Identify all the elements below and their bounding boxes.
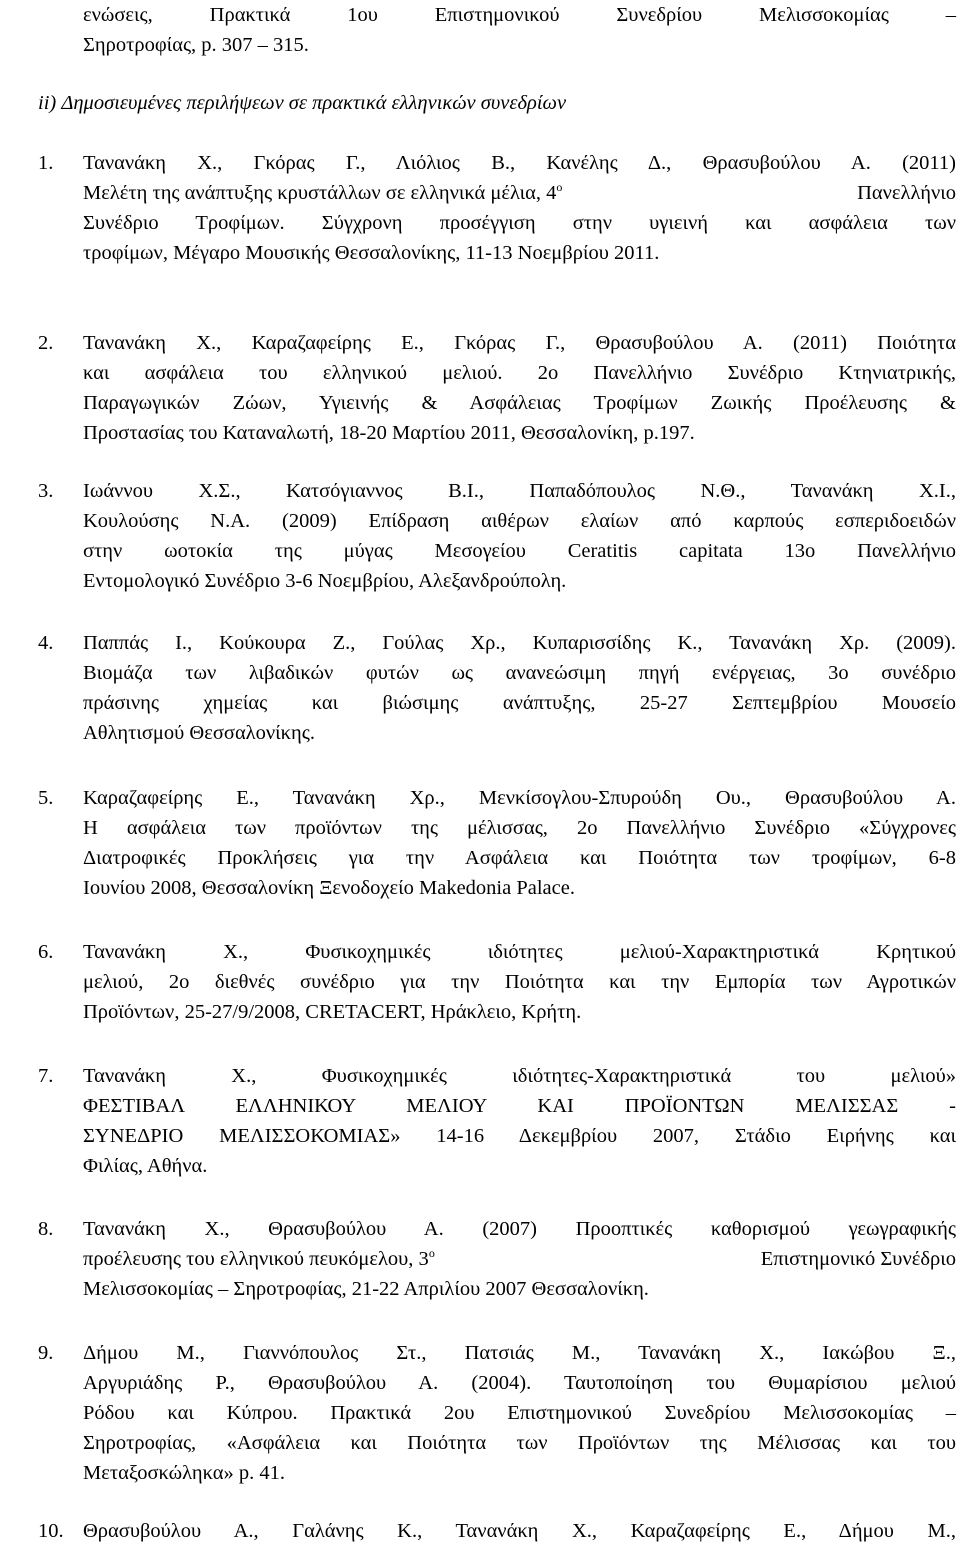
text-line: Προϊόντων, 25-27/9/2008, CRETACERT, Ηράκλειο, Κρήτη. <box>83 1001 582 1023</box>
list-item <box>83 476 956 596</box>
text-line: Η ασφάλεια των προϊόντων της μέλισσας, 2ο Πανελλήνιο Συνέδριο «Σύγχρονες <box>83 817 956 839</box>
text-line: Θρασυβούλου Α., Γαλάνης Κ., Τανανάκη Χ., Καραζαφείρης Ε., Δήμου Μ., <box>83 1520 956 1542</box>
item-number: 2. <box>38 332 54 354</box>
text-line: Ιουνίου 2008, Θεσσαλονίκη Ξενοδοχείο Makedonia Palace. <box>83 877 575 899</box>
text-line: τροφίμων, Μέγαρο Μουσικής Θεσσαλονίκης, 11-13 Νοεμβρίου 2011. <box>83 242 660 264</box>
text-line-composite <box>83 178 956 208</box>
text-line: Τανανάκη Χ., Φυσικοχημικές ιδιότητες-Χαρακτηριστικά του μελιού» <box>83 1065 956 1087</box>
item-number: 3. <box>38 480 54 502</box>
text-line: Αθλητισμού Θεσσαλονίκης. <box>83 722 315 744</box>
list-item <box>83 328 956 448</box>
text-line: Σηροτροφίας, p. 307 – 315. <box>83 34 309 56</box>
text-line: Δήμου Μ., Γιαννόπουλος Στ., Πατσιάς Μ., Τανανάκη Χ., Ιακώβου Ξ., <box>83 1342 956 1364</box>
text-line: ΦΕΣΤΙΒΑΛ ΕΛΛΗΝΙΚΟΥ ΜΕΛΙΟΥ ΚΑΙ ΠΡΟΪΟΝΤΩΝ ΜΕΛΙΣΣΑΣ - <box>83 1095 956 1117</box>
text-line: στην ωοτοκία της μύγας Μεσογείου Ceratitis capitata 13ο Πανελλήνιο <box>83 540 956 562</box>
text-line: Μεταξοσκώληκα» p. 41. <box>83 1462 286 1484</box>
text-line: Παραγωγικών Ζώων, Υγιεινής & Ασφάλειας Τροφίμων Ζωικής Προέλευσης & <box>83 392 956 414</box>
item-number: 10. <box>38 1520 64 1542</box>
item-number: 7. <box>38 1065 54 1087</box>
text-line: Αργυριάδης Ρ., Θρασυβούλου Α. (2004). Ταυτοποίηση του Θυμαρίσιου μελιού <box>83 1372 956 1394</box>
list-item <box>83 1214 956 1304</box>
text-line-composite <box>83 1244 956 1274</box>
text-line: ενώσεις, Πρακτικά 1ου Επιστημονικού Συνεδρίου Μελισσοκομίας – <box>83 4 956 26</box>
item-number: 1. <box>38 152 54 174</box>
item-number: 9. <box>38 1342 54 1364</box>
ordinal-superscript: ο <box>428 1246 435 1261</box>
text-line: Φιλίας, Αθήνα. <box>83 1155 208 1177</box>
list-item <box>83 1061 956 1181</box>
list-item <box>83 148 956 268</box>
text-line: Τανανάκη Χ., Καραζαφείρης Ε., Γκόρας Γ., Θρασυβούλου Α. (2011) Ποιότητα <box>83 332 956 354</box>
text-line: Τανανάκη Χ., Θρασυβούλου Α. (2007) Προοπτικές καθορισμού γεωγραφικής <box>83 1218 956 1240</box>
text-line: Συνέδριο Τροφίμων. Σύγχρονη προσέγγιση στην υγιεινή και ασφάλεια των <box>83 212 956 234</box>
text-fragment: Πανελλήνιο <box>857 182 956 204</box>
list-item <box>83 937 956 1027</box>
text-line: Βιομάζα των λιβαδικών φυτών ως ανανεώσιμη πηγή ενέργειας, 3ο συνέδριο <box>83 662 956 684</box>
text-line: Προστασίας του Καταναλωτή, 18-20 Μαρτίου 2011, Θεσσαλονίκη, p.197. <box>83 422 695 444</box>
text-fragment: Μελέτη της ανάπτυξης κρυστάλλων σε ελληνικά μέλια, 4 <box>83 182 557 204</box>
list-item <box>83 1516 956 1545</box>
text-line: Τανανάκη Χ., Φυσικοχημικές ιδιότητες μελιού-Χαρακτηριστικά Κρητικού <box>83 941 956 963</box>
header-continuation <box>83 0 956 60</box>
text-line: Εντομολογικό Συνέδριο 3-6 Νοεμβρίου, Αλεξανδρούπολη. <box>83 570 567 592</box>
text-line: Καραζαφείρης Ε., Τανανάκη Χρ., Μενκίσογλου-Σπυρούδη Ου., Θρασυβούλου Α. <box>83 787 956 809</box>
text-line: Ιωάννου Χ.Σ., Κατσόγιαννος Β.Ι., Παπαδόπουλος Ν.Θ., Τανανάκη Χ.Ι., <box>83 480 956 502</box>
text-line: μελιού, 2ο διεθνές συνέδριο για την Ποιότητα και την Εμπορία των Αγροτικών <box>83 971 956 993</box>
item-number: 4. <box>38 632 54 654</box>
text-line: Σηροτροφίας, «Ασφάλεια και Ποιότητα των Προϊόντων της Μέλισσας και του <box>83 1432 956 1454</box>
item-number: 5. <box>38 787 54 809</box>
text-line: Κουλούσης Ν.Α. (2009) Επίδραση αιθέρων ελαίων από καρπούς εσπεριδοειδών <box>83 510 956 532</box>
list-item <box>83 628 956 748</box>
ordinal-superscript: ο <box>556 180 563 195</box>
text-line: και ασφάλεια του ελληνικού μελιού. 2ο Πανελλήνιο Συνέδριο Κτηνιατρικής, <box>83 362 956 384</box>
text-fragment: προέλευσης του ελληνικού πευκόμελου, 3 <box>83 1248 429 1270</box>
text-line: Διατροφικές Προκλήσεις για την Ασφάλεια και Ποιότητα των τροφίμων, 6-8 <box>83 847 956 869</box>
text-line: Ρόδου και Κύπρου. Πρακτικά 2ου Επιστημονικού Συνεδρίου Μελισσοκομίας – <box>83 1402 956 1424</box>
item-number: 8. <box>38 1218 54 1240</box>
text-line: Τανανάκη Χ., Γκόρας Γ., Λιόλιος Β., Κανέλης Δ., Θρασυβούλου Α. (2011) <box>83 152 956 174</box>
text-fragment: Επιστημονικό Συνέδριο <box>760 1248 956 1270</box>
text-line: ΣΥΝΕΔΡΙΟ ΜΕΛΙΣΣΟΚΟΜΙΑΣ» 14-16 Δεκεμβρίου 2007, Στάδιο Ειρήνης και <box>83 1125 956 1147</box>
text-line: Μελισσοκομίας – Σηροτροφίας, 21-22 Απριλίου 2007 Θεσσαλονίκη. <box>83 1278 649 1300</box>
section-title: ii) Δημοσιευμένες περιλήψεων σε πρακτικά ελληνικών συνεδρίων <box>38 92 567 114</box>
list-item <box>83 1338 956 1488</box>
item-number: 6. <box>38 941 54 963</box>
list-item <box>83 783 956 903</box>
text-line: Παππάς Ι., Κούκουρα Ζ., Γούλας Χρ., Κυπαρισσίδης Κ., Τανανάκη Χρ. (2009). <box>83 632 956 654</box>
text-line: πράσινης χημείας και βιώσιμης ανάπτυξης, 25-27 Σεπτεμβρίου Μουσείο <box>83 692 956 714</box>
